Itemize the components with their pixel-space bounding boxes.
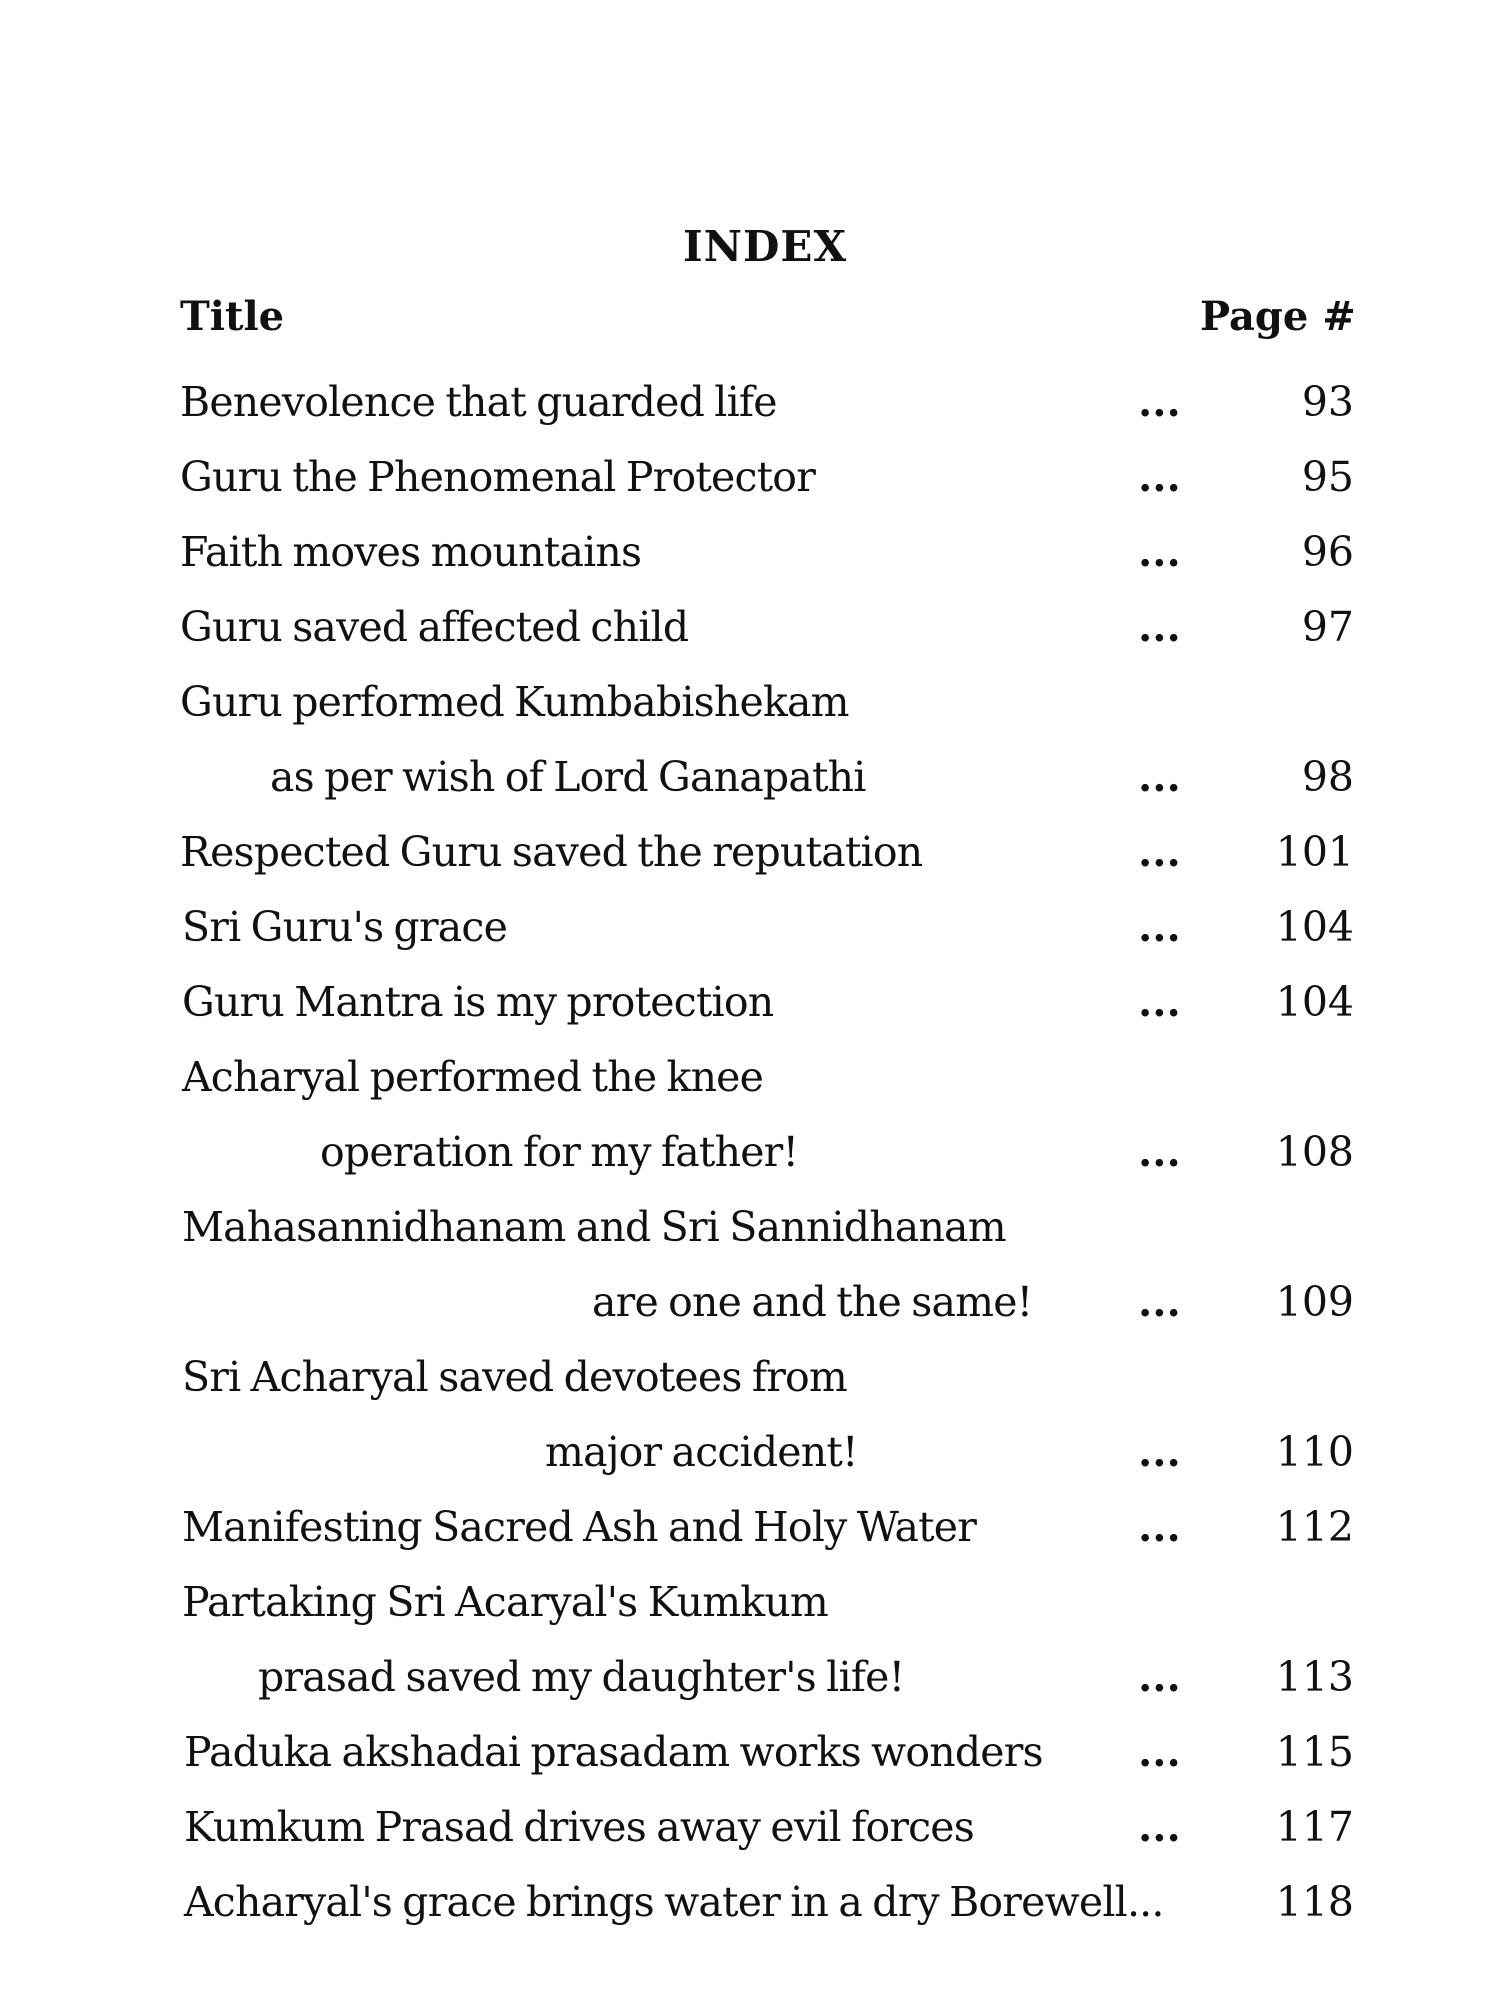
index-entry-line1 bbox=[0, 1578, 1500, 1652]
dot-leader: ... bbox=[1138, 453, 1181, 501]
entry-page: 113 bbox=[1275, 1653, 1354, 1701]
entry-title: Partaking Sri Acaryal's Kumkum bbox=[182, 1578, 828, 1626]
dot-leader: ... bbox=[1138, 828, 1181, 876]
dot-leader: ... bbox=[1138, 378, 1181, 426]
index-entry-line2 bbox=[0, 1128, 1500, 1202]
entry-title-continuation: are one and the same! bbox=[592, 1278, 1033, 1326]
index-entry bbox=[0, 528, 1500, 602]
dot-leader: ... bbox=[1138, 903, 1181, 951]
entry-title-continuation: prasad saved my daughter's life! bbox=[258, 1653, 905, 1701]
index-entry bbox=[0, 1803, 1500, 1877]
entry-title: Guru the Phenomenal Protector bbox=[180, 453, 815, 501]
entry-title-continuation: as per wish of Lord Ganapathi bbox=[270, 753, 866, 801]
index-entry bbox=[0, 1728, 1500, 1802]
entry-title: Sri Acharyal saved devotees from bbox=[182, 1353, 847, 1401]
entry-title: Mahasannidhanam and Sri Sannidhanam bbox=[182, 1203, 1006, 1251]
index-entry-line1 bbox=[0, 1353, 1500, 1427]
entry-page: 115 bbox=[1275, 1728, 1354, 1776]
index-entry-line2 bbox=[0, 1428, 1500, 1502]
dot-leader: ... bbox=[1138, 1653, 1181, 1701]
entry-title-continuation: major accident! bbox=[545, 1428, 858, 1476]
index-entry bbox=[0, 1503, 1500, 1577]
entry-title-continuation: operation for my father! bbox=[320, 1128, 799, 1176]
index-entry-line2 bbox=[0, 1278, 1500, 1352]
index-entry bbox=[0, 378, 1500, 452]
index-entry bbox=[0, 453, 1500, 527]
index-entry bbox=[0, 978, 1500, 1052]
dot-leader: ... bbox=[1138, 1803, 1181, 1851]
entry-page: 112 bbox=[1275, 1503, 1354, 1551]
entry-page: 93 bbox=[1301, 378, 1354, 426]
entry-title: Kumkum Prasad drives away evil forces bbox=[184, 1803, 975, 1851]
entry-page: 117 bbox=[1275, 1803, 1354, 1851]
entry-title: Respected Guru saved the reputation bbox=[180, 828, 923, 876]
entry-title: Guru Mantra is my protection bbox=[182, 978, 774, 1026]
column-header-page: Page # bbox=[1200, 293, 1356, 340]
entry-page: 118 bbox=[1275, 1878, 1354, 1926]
entry-page: 98 bbox=[1301, 753, 1354, 801]
index-entry bbox=[0, 903, 1500, 977]
dot-leader: ... bbox=[1138, 528, 1181, 576]
entry-page: 104 bbox=[1275, 978, 1354, 1026]
dot-leader: ... bbox=[1138, 978, 1181, 1026]
entry-page: 97 bbox=[1301, 603, 1354, 651]
index-entry bbox=[0, 828, 1500, 902]
entry-page: 109 bbox=[1275, 1278, 1354, 1326]
index-entry-line2 bbox=[0, 753, 1500, 827]
entry-title: Manifesting Sacred Ash and Holy Water bbox=[182, 1503, 977, 1551]
entry-page: 95 bbox=[1301, 453, 1354, 501]
entry-title: Guru saved affected child bbox=[180, 603, 689, 651]
dot-leader: ... bbox=[1138, 753, 1181, 801]
dot-leader: ... bbox=[1138, 1503, 1181, 1551]
index-entry bbox=[0, 1878, 1500, 1952]
entry-title: Guru performed Kumbabishekam bbox=[180, 678, 849, 726]
entry-page: 110 bbox=[1275, 1428, 1354, 1476]
index-entry-line1 bbox=[0, 678, 1500, 752]
entry-page: 96 bbox=[1301, 528, 1354, 576]
index-entry bbox=[0, 603, 1500, 677]
column-header-title: Title bbox=[180, 293, 285, 340]
entry-page: 101 bbox=[1275, 828, 1354, 876]
dot-leader: ... bbox=[1138, 1428, 1181, 1476]
entry-title: Benevolence that guarded life bbox=[180, 378, 777, 426]
index-entry-line1 bbox=[0, 1203, 1500, 1277]
index-entry-line2 bbox=[0, 1653, 1500, 1727]
dot-leader: ... bbox=[1138, 1128, 1181, 1176]
entry-title: Paduka akshadai prasadam works wonders bbox=[184, 1728, 1043, 1776]
entry-title: Acharyal performed the knee bbox=[182, 1053, 764, 1101]
entry-page: 108 bbox=[1275, 1128, 1354, 1176]
index-heading: INDEX bbox=[682, 222, 848, 271]
dot-leader: ... bbox=[1138, 1278, 1181, 1326]
entry-title: Acharyal's grace brings water in a dry Borewell... bbox=[184, 1878, 1164, 1926]
entry-page: 104 bbox=[1275, 903, 1354, 951]
index-entry-line1 bbox=[0, 1053, 1500, 1127]
entry-title: Faith moves mountains bbox=[180, 528, 642, 576]
dot-leader: ... bbox=[1138, 603, 1181, 651]
dot-leader: ... bbox=[1138, 1728, 1181, 1776]
entry-title: Sri Guru's grace bbox=[182, 903, 508, 951]
